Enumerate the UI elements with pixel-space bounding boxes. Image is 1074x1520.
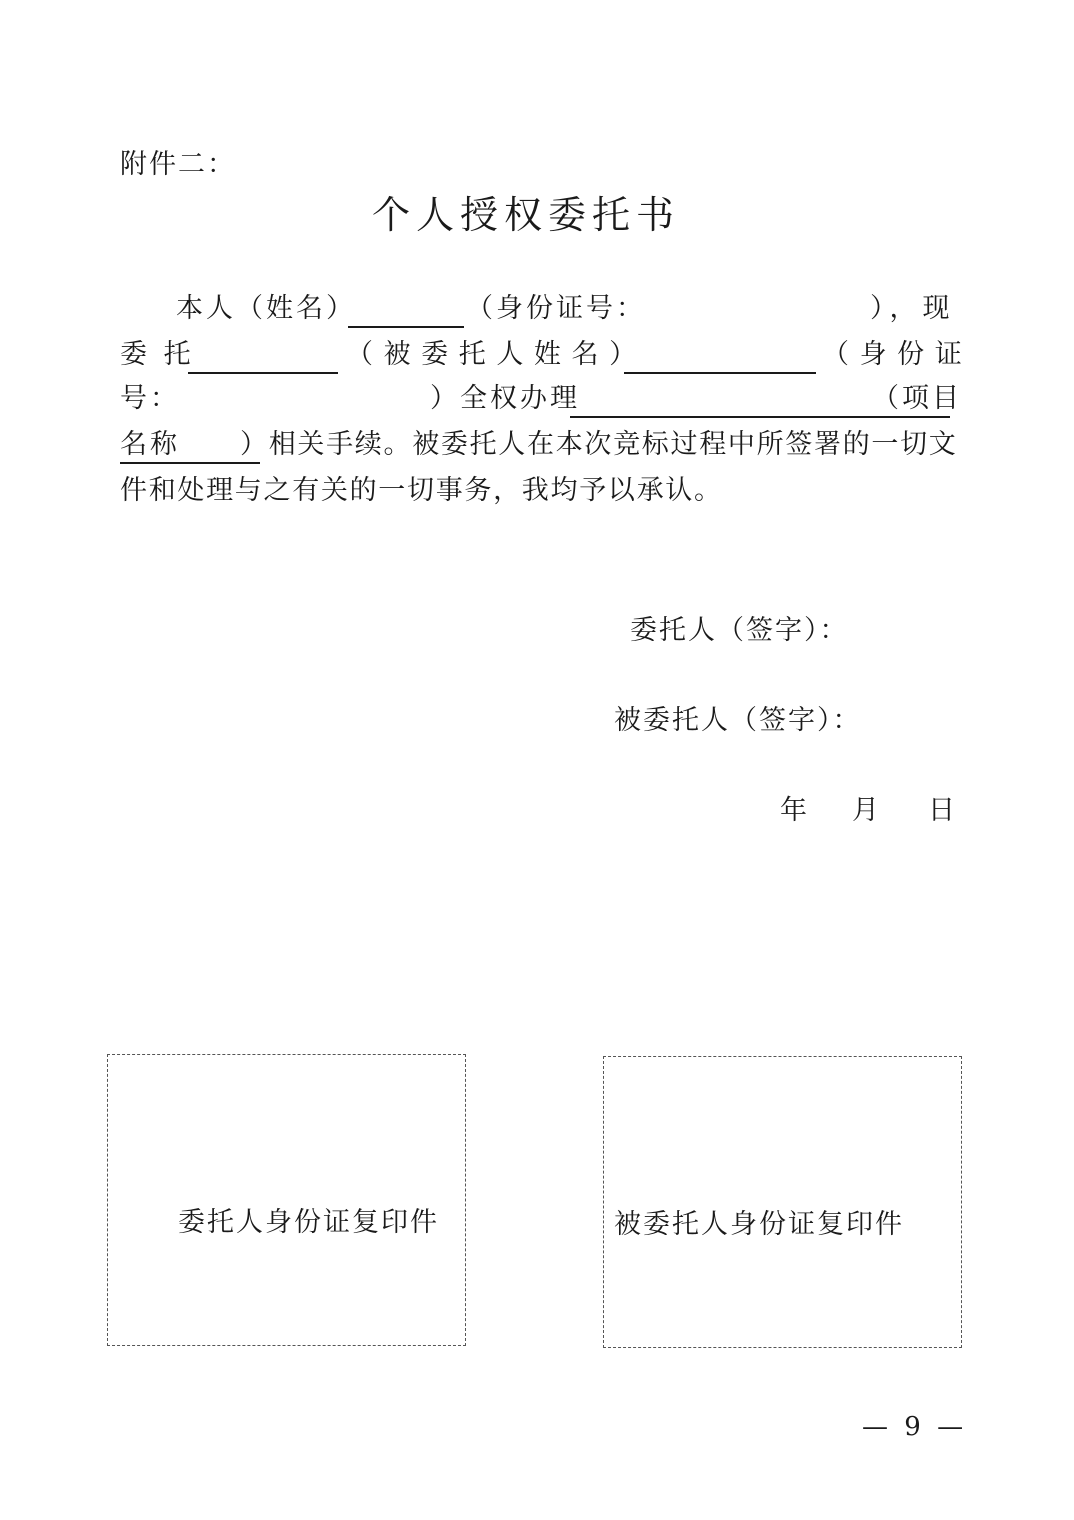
body-line-1	[120, 286, 956, 332]
line1-text-b: （身份证号：	[466, 293, 646, 324]
line3-text-a: 号：	[120, 383, 180, 414]
body-line-4	[120, 422, 958, 468]
principal-id-copy-label: 委托人身份证复印件	[178, 1207, 439, 1238]
line4-text-b: ）相关手续。被委托人在本次竞标过程中所签署的一切文	[240, 429, 958, 460]
body-line-2	[120, 332, 963, 378]
date-day: 日	[928, 795, 957, 826]
agent-signature-label: 被委托人（签字）：	[614, 705, 862, 736]
date-month: 月	[852, 795, 881, 826]
line3-text-b: ）全权办理	[430, 383, 580, 414]
line2-text-a: 委 托	[120, 339, 195, 370]
line5-text: 件和处理与之有关的一切事务，我均予以承认。	[120, 475, 723, 506]
line1-text-c: ），现	[870, 293, 956, 324]
date-year: 年	[780, 795, 809, 826]
line4-text-a: 名称	[120, 429, 180, 460]
project-name-blank[interactable]	[120, 462, 260, 464]
line1-text-a: 本人（姓名）	[176, 293, 356, 324]
agent-name-blank[interactable]	[624, 372, 816, 374]
line2-text-c: （ 身 份 证	[822, 339, 963, 370]
name-blank[interactable]	[348, 326, 464, 328]
line3-text-c: （项目	[872, 383, 962, 414]
agent-blank[interactable]	[188, 372, 338, 374]
page-number: — 9 —	[862, 1412, 968, 1442]
principal-signature-label: 委托人（签字）：	[630, 615, 849, 646]
body-line-3	[120, 376, 962, 422]
agent-id-copy-label: 被委托人身份证复印件	[614, 1209, 904, 1240]
document-title: 个人授权委托书	[372, 193, 681, 237]
line2-text-b: （ 被 委 托 人 姓 名 ）	[346, 339, 638, 370]
annex-label: 附件二：	[120, 149, 236, 180]
body-line-5	[120, 468, 950, 514]
